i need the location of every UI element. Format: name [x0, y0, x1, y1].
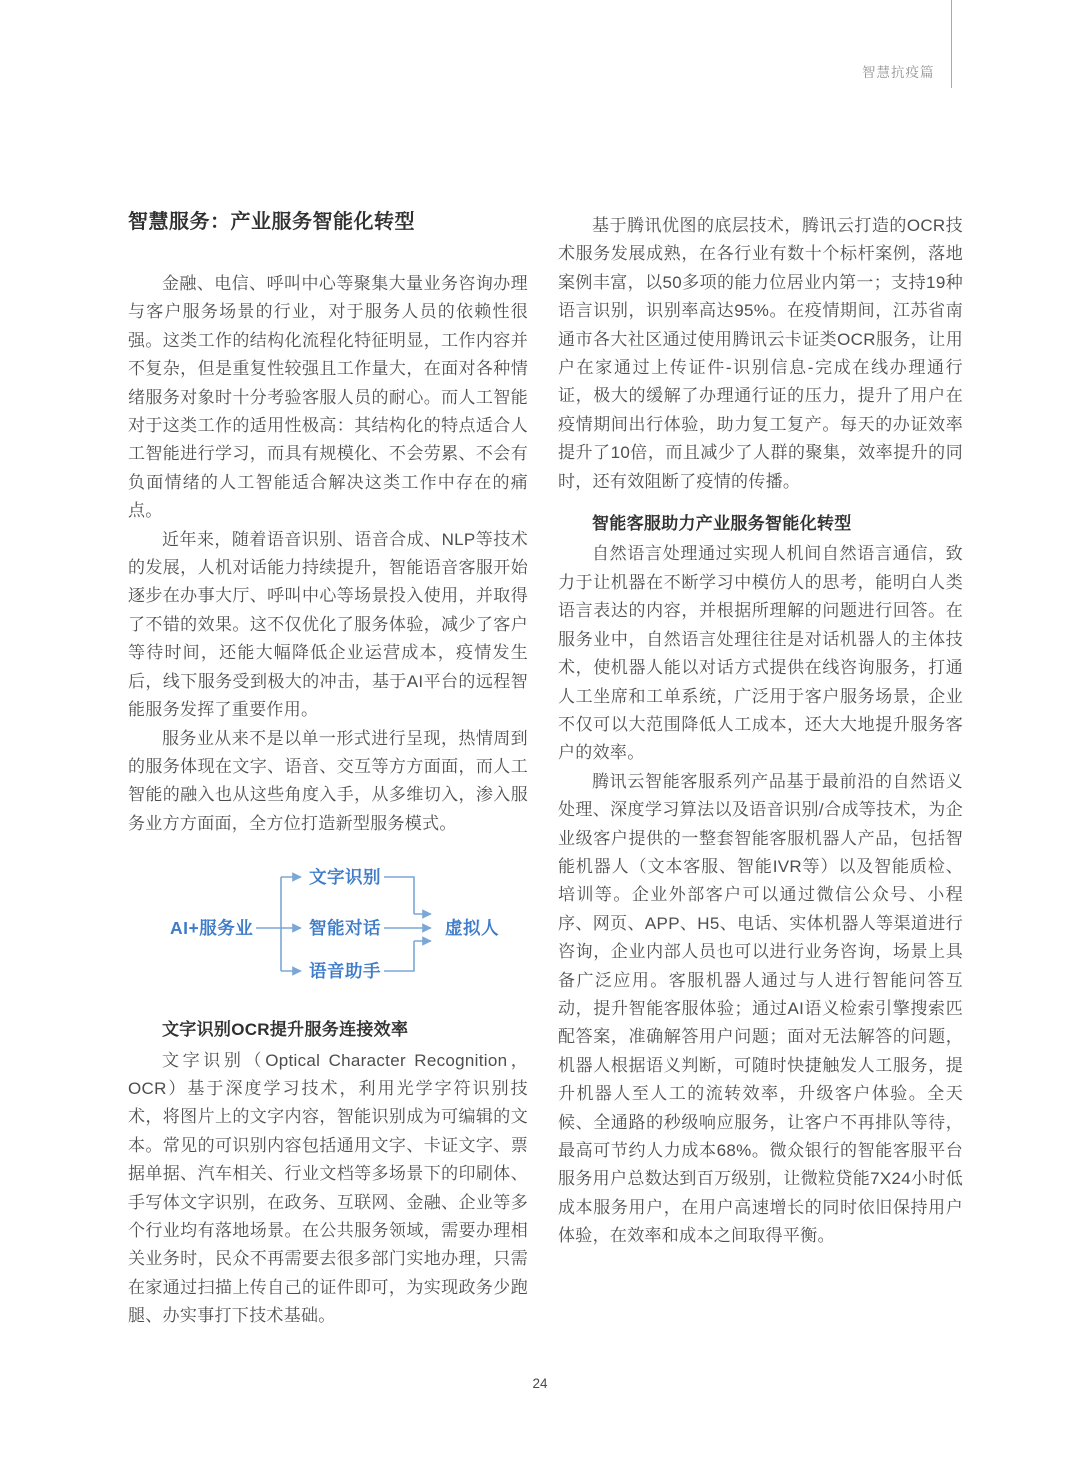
paragraph: 基于腾讯优图的底层技术，腾讯云打造的OCR技术服务发展成熟，在各行业有数十个标杆案例，落地案例丰富，以50多项的能力位居业内第一；支持19种语言识别，识别率高达95%。在疫情期间，江苏省南通市各大社区通过使用腾讯云卡证类OCR服务，让用户在家通过上传证件-识别信息-完成在线办理通行证，极大的缓解了办理通行证的压力，提升了用户在疫情期间出行体验，助力复工复产。每天的办证效率提升了10倍，而且减少了人群的聚集，效率提升的同时，还有效阻断了疫情的传播。	[558, 216, 963, 491]
section-title: 智慧服务：产业服务智能化转型	[128, 211, 415, 233]
right-column	[558, 212, 963, 1251]
paragraph: 金融、电信、呼叫中心等聚集大量业务咨询办理与客户服务场景的行业，对于服务人员的依赖性很强。这类工作的结构化流程化特征明显，工作内容并不复杂，但是重复性较强且工作量大，在面对各种情绪服务对象时十分考验客服人员的耐心。而人工智能对于这类工作的适用性极高：其结构化的特点适合人工智能进行学习，而具有规模化、不会劳累、不会有负面情绪的人工智能适合解决这类工作中存在的痛点。	[128, 274, 528, 521]
paragraph: 文字识别（Optical Character Recognition，OCR）基于深度学习技术，利用光学字符识别技术，将图片上的文字内容，智能识别成为可编辑的文本。常见的可识别内容包括通用文字、卡证文字、票据单据、汽车相关、行业文档等多场景下的印刷体、手写体文字识别，在政务、互联网、金融、企业等多个行业均有落地场景。在公共服务领域，需要办理相关业务时，民众不再需要去很多部门实地办理，只需在家通过扫描上传自己的证件即可，为实现政务少跑腿、办实事打下技术基础。	[128, 1050, 528, 1326]
flow-diagram-svg	[168, 864, 508, 990]
left-column	[128, 205, 528, 1331]
paragraph: 服务业从来不是以单一形式进行呈现，热情周到的服务体现在文字、语音、交互等方方面面，而人工智能的融入也从这些角度入手，从多维切入，渗入服务业方方面面，全方位打造新型服务模式。	[128, 728, 528, 833]
diagram-target-label: 虚拟人	[445, 918, 499, 939]
page-number: 24	[532, 1376, 548, 1391]
paragraph: 近年来，随着语音识别、语音合成、NLP等技术的发展，人机对话能力持续提升，智能语音客服开始逐步在办事大厅、呼叫中心等场景投入使用，并取得了不错的效果。这不仅优化了服务体验，减少了客户等待时间，还能大幅降低企业运营成本，疫情发生后，线下服务受到极大的冲击，基于AI平台的远程智能服务发挥了重要作用。	[128, 529, 528, 720]
subsection-title: 文字识别OCR提升服务连接效率	[162, 1020, 409, 1040]
paragraph: 腾讯云智能客服系列产品基于最前沿的自然语义处理、深度学习算法以及语音识别/合成等技术，为企业级客户提供的一整套智能客服机器人产品，包括智能机器人（文本客服、智能IVR等）以及智能质检、培训等。企业外部客户可以通过微信公众号、小程序、网页、APP、H5、电话、实体机器人等渠道进行咨询，企业内部人员也可以进行业务咨询，场景上具备广泛应用。客服机器人通过与人进行智能问答互动，提升智能客服体验；通过AI语义检索引擎搜索匹配答案，准确解答用户问题；面对无法解答的问题，机器人根据语义判断，可随时快捷触发人工服务，提升机器人至人工的流转效率，升级客户体验。全天候、全通路的秒级响应服务，让客户不再排队等待，最高可节约人力成本68%。微众银行的智能客服平台服务用户总数达到百万级别，让微粒贷能7X24小时低成本服务用户，在用户高速增长的同时依旧保持用户体验，在效率和成本之间取得平衡。	[558, 771, 963, 1246]
diagram-branch-label: 智能对话	[309, 918, 381, 939]
diagram-branch-label: 语音助手	[309, 961, 381, 982]
diagram-root-label: AI+服务业	[170, 918, 254, 939]
running-header: 智慧抗疫篇	[862, 65, 935, 80]
header-divider	[951, 0, 952, 88]
subsection-title: 智能客服助力产业服务智能化转型	[592, 514, 852, 534]
diagram-branch-label: 文字识别	[309, 867, 381, 888]
paragraph: 自然语言处理通过实现人机间自然语言通信，致力于让机器在不断学习中模仿人的思考，能明白人类语言表达的内容，并根据所理解的问题进行回答。在服务业中，自然语言处理往往是对话机器人的主体技术，使机器人能以对话方式提供在线咨询服务，打通人工坐席和工单系统，广泛用于客户服务场景，企业不仅可以大范围降低人工成本，还大大地提升服务客户的效率。	[558, 544, 963, 763]
ai-service-flow-diagram	[168, 864, 508, 990]
